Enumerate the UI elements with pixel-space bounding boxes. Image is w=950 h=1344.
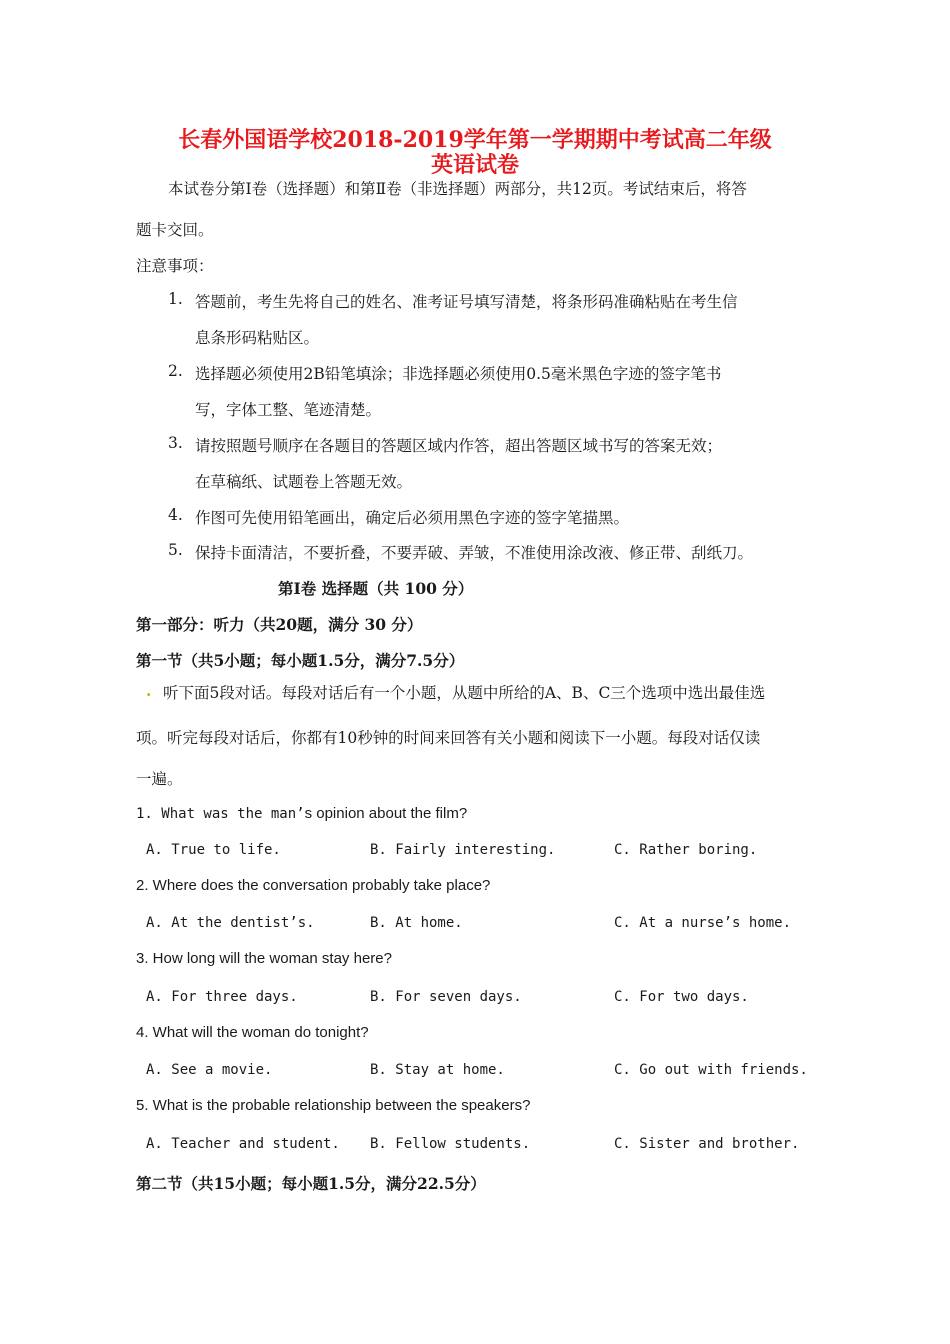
notice-item-5-line-1: 保持卡面清洁，不要折叠，不要弄破、弄皱，不准使用涂改液、修正带、刮纸刀。	[195, 544, 754, 562]
question-3-text: 3. How long will the woman stay here?	[136, 950, 392, 967]
notice-item-1-number: 1.	[168, 290, 183, 308]
section1-heading: 第一节（共5小题；每小题1.5分，满分7.5分）	[136, 651, 465, 670]
instructions-line-1: 听下面5段对话。每段对话后有一个小题，从题中所给的A、B、C三个选项中选出最佳选	[163, 684, 766, 702]
question-1	[136, 803, 467, 822]
section2-heading: 第二节（共15小题；每小题1.5分，满分22.5分）	[136, 1174, 486, 1193]
section1-mark: .	[146, 681, 152, 700]
volume-heading: 第Ⅰ卷 选择题（共 100 分）	[278, 579, 474, 598]
question-5-option-b: B. Fellow students.	[370, 1136, 531, 1152]
notice-item-4-number: 4.	[168, 506, 183, 524]
title-line-1: 长春外国语学校2018-2019学年第一学期期中考试高二年级	[178, 127, 772, 153]
question-4-option-c: C. Go out with friends.	[614, 1062, 808, 1078]
question-3-option-c: C. For two days.	[614, 989, 749, 1005]
question-3-option-b: B. For seven days.	[370, 989, 522, 1005]
question-5-option-a: A. Teacher and student.	[146, 1136, 340, 1152]
notice-item-3-line-1: 请按照题号顺序在各题目的答题区域内作答，超出答题区域书写的答案无效；	[195, 437, 723, 455]
question-1-option-b: B. Fairly interesting.	[370, 842, 556, 858]
notice-heading: 注意事项：	[136, 257, 214, 275]
question-5-text: 5. What is the probable relationship between the speakers?	[136, 1097, 531, 1114]
notice-item-3-line-2: 在草稿纸、试题卷上答题无效。	[195, 473, 413, 491]
title-line-2: 英语试卷	[430, 152, 519, 178]
question-3-option-a: A. For three days.	[146, 989, 298, 1005]
notice-item-4-line-1: 作图可先使用铅笔画出，确定后必须用黑色字迹的签字笔描黑。	[195, 509, 630, 527]
notice-item-2-number: 2.	[168, 362, 183, 380]
question-1-option-a: A. True to life.	[146, 842, 281, 858]
notice-item-2-line-1: 选择题必须使用2B铅笔填涂；非选择题必须使用0.5毫米黑色字迹的签字笔书	[195, 365, 722, 383]
instructions-line-2: 项。听完每段对话后，你都有10秒钟的时间来回答有关小题和阅读下一小题。每段对话仅读	[136, 729, 761, 747]
notice-item-5-number: 5.	[168, 541, 183, 559]
question-4-option-a: A. See a movie.	[146, 1062, 273, 1078]
question-1-option-c: C. Rather boring.	[614, 842, 758, 858]
question-4-text: 4. What will the woman do tonight?	[136, 1024, 369, 1041]
notice-item-3-number: 3.	[168, 434, 183, 452]
question-5-option-c: C. Sister and brother.	[614, 1136, 800, 1152]
intro-line-1: 本试卷分第Ⅰ卷（选择题）和第Ⅱ卷（非选择题）两部分，共12页。考试结束后，将答	[168, 180, 747, 198]
question-2-option-c: C. At a nurse’s home.	[614, 915, 792, 931]
instructions-line-3: 一遍。	[136, 770, 183, 788]
question-4-option-b: B. Stay at home.	[370, 1062, 505, 1078]
notice-item-1-line-1: 答题前，考生先将自己的姓名、准考证号填写清楚，将条形码准确粘贴在考生信	[195, 293, 738, 311]
part1-heading: 第一部分：听力（共20题，满分 30 分）	[136, 615, 423, 634]
question-2-option-b: B. At home.	[370, 915, 463, 931]
question-1-text: s opinion about the film?	[304, 805, 468, 822]
notice-item-2-line-2: 写，字体工整、笔迹清楚。	[195, 401, 382, 419]
intro-line-2: 题卡交回。	[136, 221, 214, 239]
question-2-text: 2. Where does the conversation probably take place?	[136, 877, 491, 894]
notice-item-1-line-2: 息条形码粘贴区。	[195, 329, 320, 347]
question-2-option-a: A. At the dentist’s.	[146, 915, 315, 931]
question-1-prefix: 1. What was the man’	[136, 806, 305, 822]
